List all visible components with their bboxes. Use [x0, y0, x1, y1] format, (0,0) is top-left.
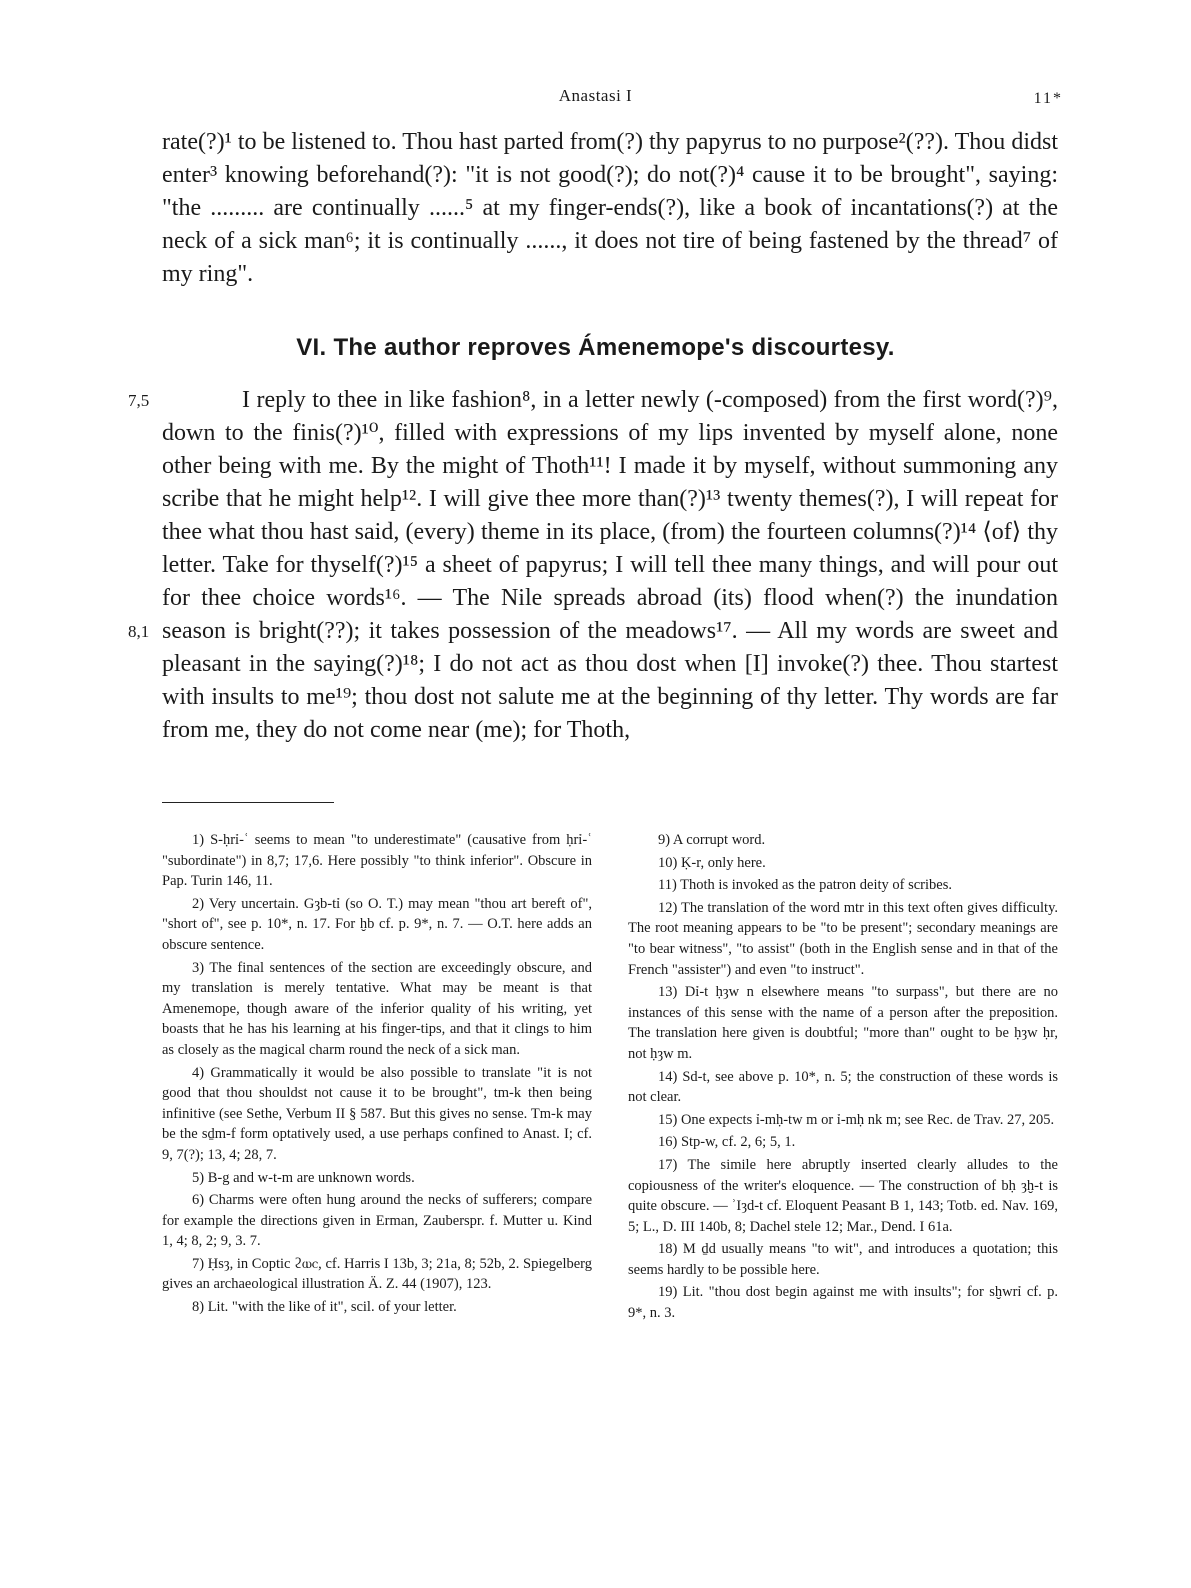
- footnote-12: 12) The translation of the word mtr in this text often gives difficulty. The root meaning appears to be "to be present"; secondary meanings are "to bear witness", "to assist" (both in the English sense and in that of the French "assister") and even "to instruct".: [628, 899, 1058, 978]
- footnote-10: 10) Ḳ-r, only here.: [658, 854, 766, 871]
- footnote-13: 13) Dỉ-t ḥȝw n elsewhere means "to surpass", but there are no instances of this sense with the name of a person after the preposition. The translation here given is doubtful; "more than" ought to be ḥȝw ḥr, not ḥȝw m.: [628, 984, 1058, 1062]
- opening-paragraph-text: rate(?)¹ to be listened to. Thou hast parted from(?) thy papyrus to no purpose²(??). Thou didst enter³ knowing beforehand(?): "it is not good(?); do not(?)⁴ cause it to be brought", saying: "the ......... are continually ......⁵ at my finger-ends(?), like a book of incantations(?) at the neck of a sick man⁶; it is continually ......, it does not tire of being fastened by the thread⁷ of my ring".: [162, 129, 1058, 287]
- page-header: [0, 86, 1191, 110]
- footnote-5: 5) B-g and w-t-m are unknown words.: [192, 1169, 415, 1186]
- footnote-1: 1) S-ḥrỉ-ʿ seems to mean "to underestimate" (causative from ḥrỉ-ʿ "subordinate") in 8,7; 17,6. Here possibly "to think inferior". Obscure in Pap. Turin 146, 11.: [162, 832, 592, 890]
- footnotes-left-column: [162, 830, 592, 1320]
- footnote-4: 4) Grammatically it would be also possible to translate "it is not good that thou shouldst not cause it to be brought", tm-k then being infinitive (see Sethe, Verbum II § 587. But this gives no sense. Tm-k may be the sḏm-f form optatively used, a use perhaps confined to Anast. I; cf. 9, 7(?); 13, 4; 28, 7.: [162, 1064, 592, 1163]
- footnote-14: 14) Sd-t, see above p. 10*, n. 5; the construction of these words is not clear.: [628, 1068, 1058, 1106]
- footnote-divider: [162, 802, 334, 803]
- running-title: Anastasi I: [558, 86, 633, 105]
- footnote-9: 9) A corrupt word.: [658, 832, 766, 848]
- footnote-15: 15) One expects ỉ-mḥ-tw m or ỉ-mḥ nk m; see Rec. de Trav. 27, 205.: [658, 1111, 1055, 1128]
- footnote-6: 6) Charms were often hung around the necks of sufferers; compare for example the directions given in Erman, Zauberspr. f. Mutter u. Kind 1, 4; 8, 2; 9, 3. 7.: [162, 1192, 592, 1250]
- footnotes-right-column: [628, 830, 1058, 1326]
- footnote-17: 17) The simile here abruptly inserted clearly alludes to the copiousness of the writer's eloquence. — The construction of bḥ ȝḫ-t is quite obscure. — ʾIȝd-t cf. Eloquent Peasant B 1, 143; Totb. ed. Nav. 169, 5; L., D. III 140b, 8; Dachel stele 12; Mar., Dend. I 61a.: [628, 1156, 1058, 1235]
- line-reference-8-1: 8,1: [128, 622, 150, 641]
- footnote-2: 2) Very uncertain. Gȝb-tỉ (so O. T.) may mean "thou art bereft of", "short of", see p. 10*, n. 17. For ḫb cf. p. 9*, n. 7. — O.T. here adds an obscure sentence.: [162, 895, 592, 953]
- section-heading: VI. The author reproves Ámenemope's discourtesy.: [296, 334, 895, 361]
- footnote-19: 19) Lit. "thou dost begin against me with insults"; for sḫwrỉ cf. p. 9*, n. 3.: [628, 1284, 1058, 1322]
- footnote-7: 7) Ḥsȝ, in Coptic ϩⲱⲥ, cf. Harris I 13b, 3; 21a, 8; 52b, 2. Spiegelberg gives an archaeological illustration Ä. Z. 44 (1907), 123.: [162, 1255, 592, 1293]
- footnote-11: 11) Thoth is invoked as the patron deity of scribes.: [658, 877, 952, 894]
- main-paragraph: [162, 384, 1058, 747]
- page-number: 11*: [1033, 90, 1063, 107]
- footnote-8: 8) Lit. "with the like of it", scil. of your letter.: [192, 1299, 457, 1316]
- main-paragraph-text: I reply to thee in like fashion⁸, in a letter newly (-composed) from the first word(?)⁹, down to the finis(?)¹⁰, filled with expressions of my lips invented by myself alone, none other being with me. By the might of Thoth¹¹! I made it by myself, without summoning any scribe that he might help¹². I will give thee more than(?)¹³ twenty themes(?), I will repeat for thee what thou hast said, (every) theme in its place, (from) the fourteen columns(?)¹⁴ ⟨of⟩ thy letter. Take for thyself(?)¹⁵ a sheet of papyrus; I will tell thee many things, and will pour out for thee choice words¹⁶. — The Nile spreads abroad (its) flood when(?) the inundation season is bright(??); it takes possession of the meadows¹⁷. — All my words are sweet and pleasant in the saying(?)¹⁸; I do not act as thou dost when [I] invoke(?) thee. Thou startest with insults to me¹⁹; thou dost not salute me at the beginning of thy letter. Thy words are far from me, they do not come near (me); for Thoth,: [162, 387, 1058, 743]
- footnote-16: 16) Stp-w, cf. 2, 6; 5, 1.: [658, 1134, 796, 1151]
- line-reference-7-5: 7,5: [128, 391, 150, 410]
- opening-paragraph: [162, 126, 1058, 291]
- footnote-18: 18) M ḏd usually means "to wit", and introduces a quotation; this seems hardly to be possible here.: [628, 1241, 1058, 1278]
- footnote-3: 3) The final sentences of the section are exceedingly obscure, and my translation is merely tentative. What may be meant is that Amenemope, though aware of the inferior quality of his writing, yet boasts that he has his learning at his finger-tips, and that it clings to him as closely as the magical charm round the neck of a sick man.: [162, 959, 592, 1058]
